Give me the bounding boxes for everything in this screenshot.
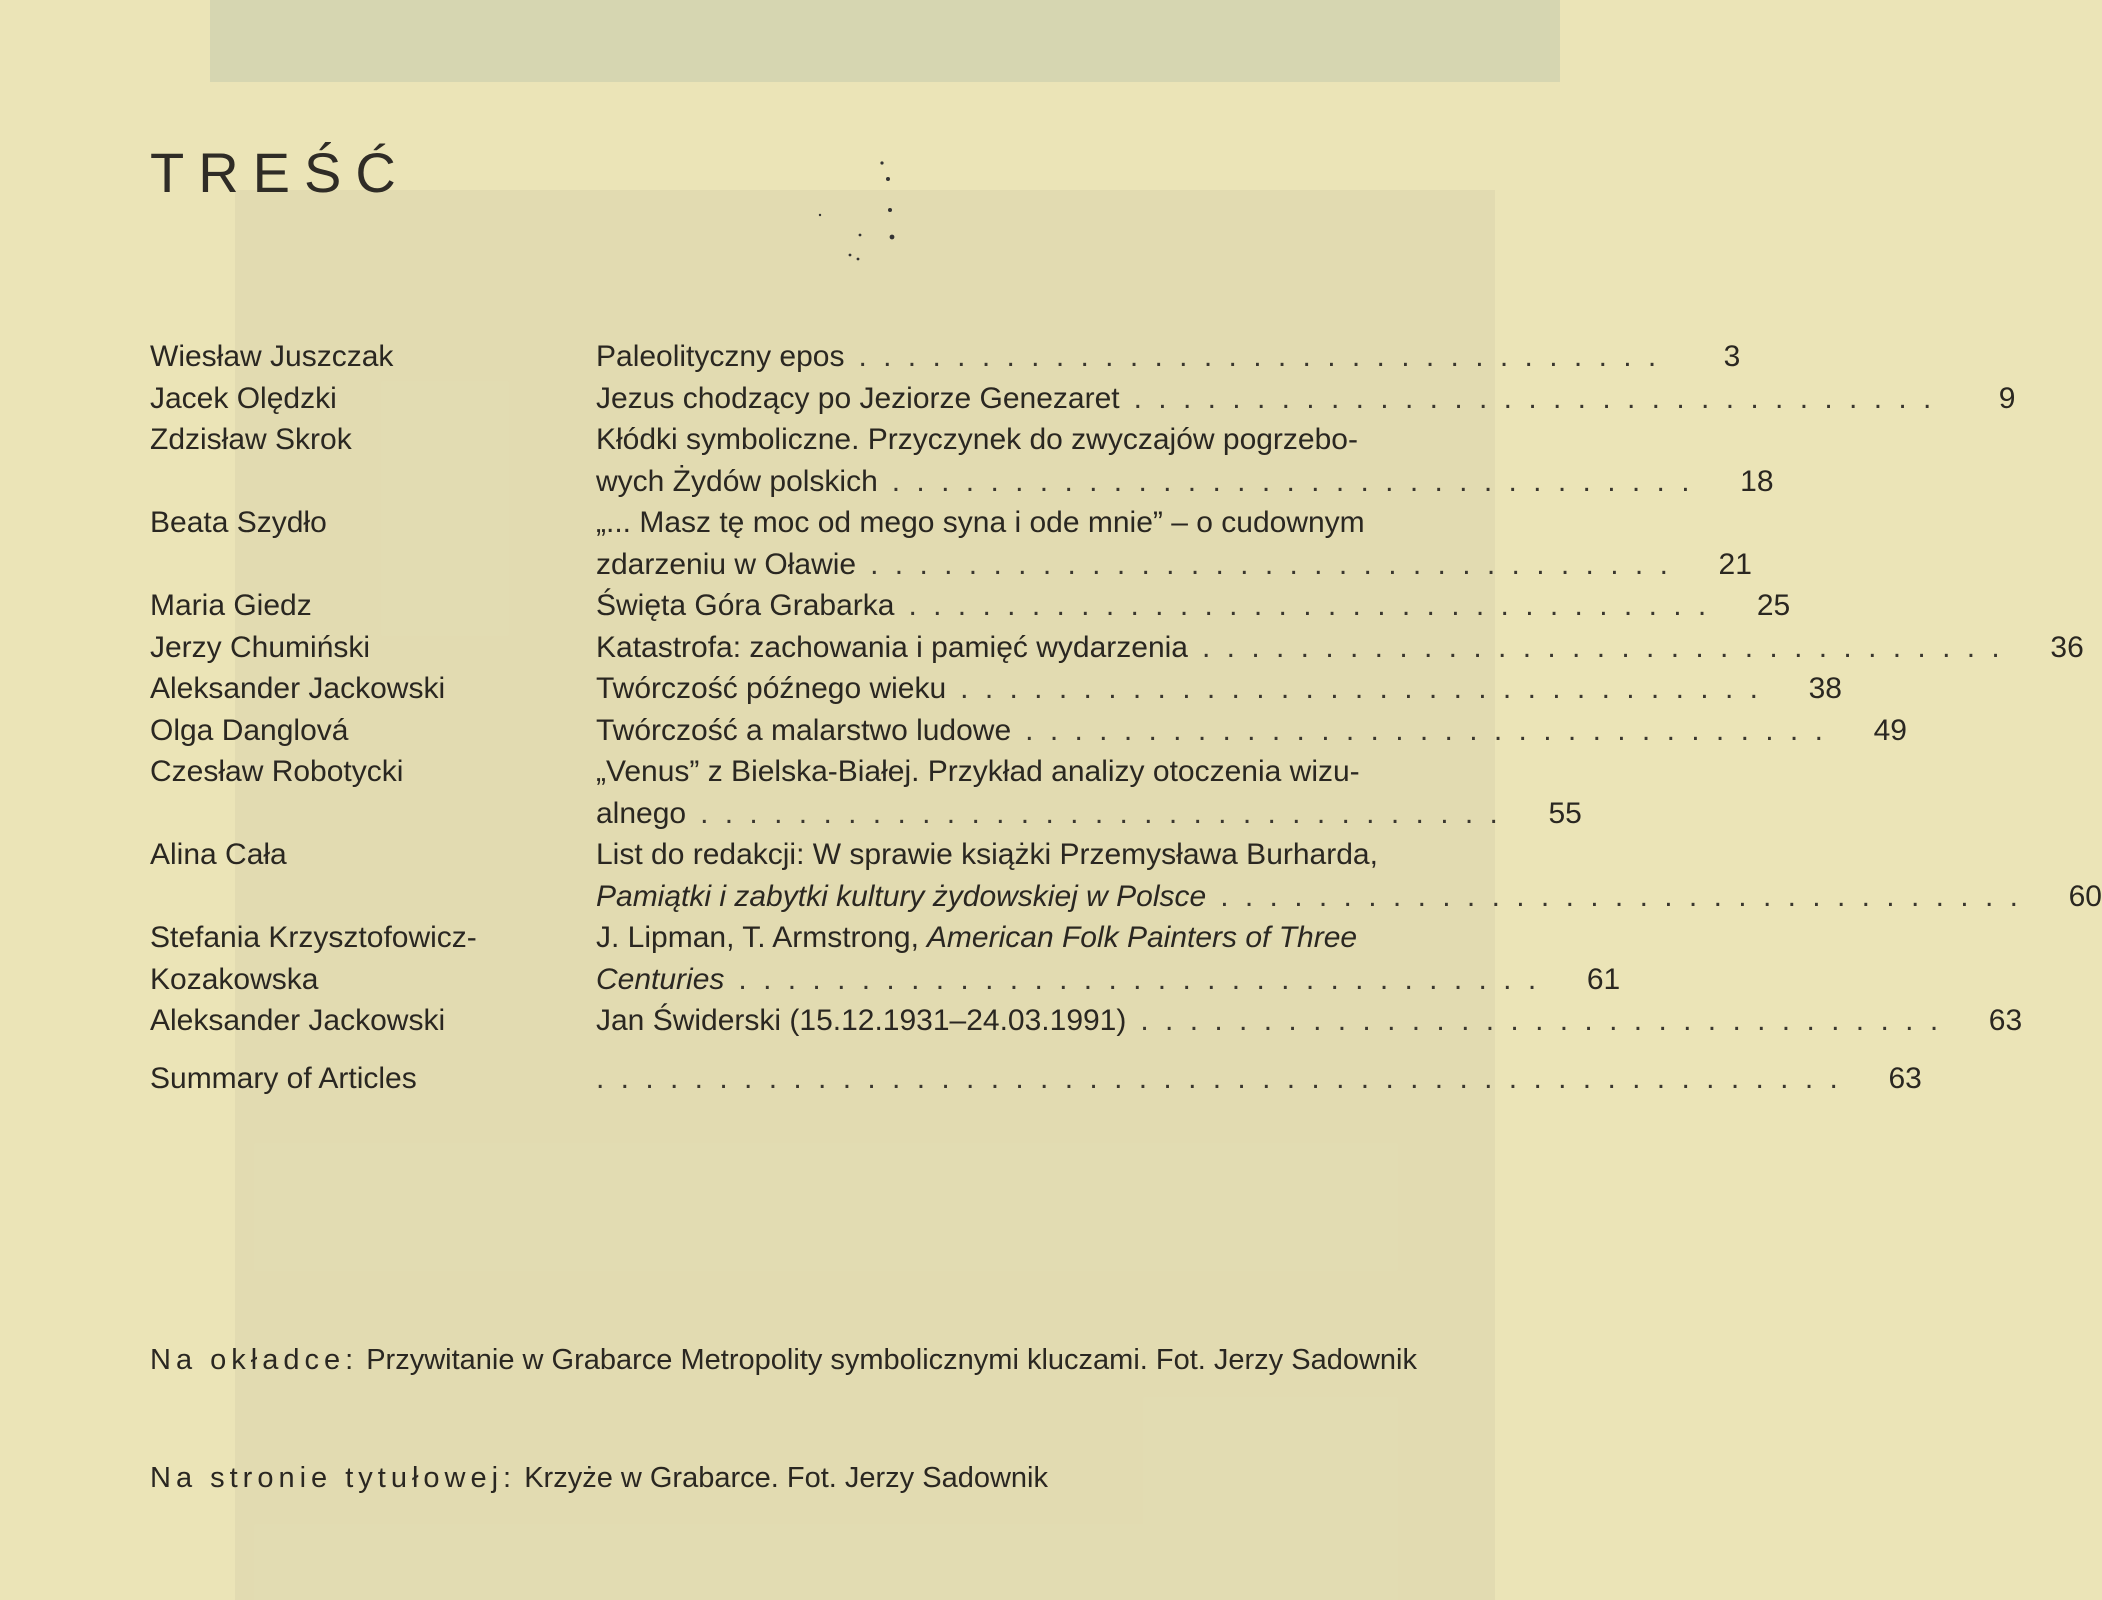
page-number: 36 [2050, 630, 2084, 664]
page-number: 21 [1718, 547, 1752, 581]
entry-author: Aleksander Jackowski [150, 672, 446, 705]
leader-dots: . . . . . . . . . . . . . . . . . . . . . . . . . . . . . . . . . [960, 672, 1762, 705]
leader-dots: . . . . . . . . . . . . . . . . . . . . . . . . . . . . . . . . . [700, 796, 1502, 830]
entry-body [596, 710, 1907, 752]
leader-dots: . . . . . . . . . . . . . . . . . . . . . . . . . . . . . . . . . [870, 547, 1672, 581]
leader-dots: . . . . . . . . . . . . . . . . . . . . . . . . . . . . . . . . . [1201, 630, 2004, 664]
print-specks [830, 155, 910, 265]
leader-dots: . . . . . . . . . . . . . . . . . . . . . . . . . . . . . . . . . [891, 464, 1694, 498]
entry-author: Alina Cała [150, 838, 287, 871]
entry-body [596, 502, 1752, 585]
table-of-contents [150, 336, 2102, 1099]
toc-entry [150, 419, 1774, 502]
toc-entry [150, 668, 1842, 710]
entry-title-italic: Centuries [596, 962, 725, 996]
background-top-band [210, 0, 1560, 82]
page-number: 60 [2068, 879, 2102, 913]
entry-body [596, 751, 1582, 834]
entry-title-line: zdarzeniu w Oławie [596, 547, 857, 581]
page-number: 9 [1998, 381, 2016, 415]
entry-body [596, 585, 1790, 627]
entry-body [596, 1058, 1922, 1100]
toc-summary [150, 1058, 1922, 1100]
entry-body [596, 668, 1842, 710]
entry-title-line: „Venus” z Bielska-Białej. Przykład analizy otoczenia wizu- [596, 755, 1360, 788]
page-number: 18 [1740, 464, 1774, 498]
entry-title: Katastrofa: zachowania i pamięć wydarzenia [596, 630, 1188, 664]
toc-entry [150, 627, 2084, 669]
cover-note [150, 1342, 1530, 1378]
page-number: 63 [1888, 1061, 1922, 1095]
page-title: TREŚĆ [150, 141, 410, 204]
page-number: 38 [1808, 672, 1842, 705]
cover-note-label: Na okładce: [150, 1344, 359, 1376]
entry-author: Olga Danglová [150, 713, 349, 747]
toc-entry [150, 917, 1621, 1000]
page-number: 49 [1873, 713, 1907, 747]
entry-author-line: Stefania Krzysztofowicz- [150, 921, 477, 954]
title-page-note [150, 1460, 1530, 1496]
entry-author: Aleksander Jackowski [150, 1004, 446, 1037]
entry-title: Jezus chodzący po Jeziorze Genezaret [596, 381, 1120, 415]
entry-body [596, 1000, 2022, 1042]
entry-author: Jerzy Chumiński [150, 630, 371, 664]
entry-author-line: Kozakowska [150, 962, 319, 996]
toc-entry [150, 378, 2016, 420]
entry-author: Zdzisław Skrok [150, 423, 352, 456]
leader-dots: . . . . . . . . . . . . . . . . . . . . . . . . . . . . . . . . . [858, 340, 1661, 373]
title-page-note-label: Na stronie tytułowej: [150, 1462, 517, 1494]
entry-body [596, 834, 2102, 917]
entry-title: Jan Świderski (15.12.1931–24.03.1991) [596, 1004, 1127, 1037]
page-number: 25 [1756, 589, 1791, 622]
entry-title-italic: Pamiątki i zabytki kultury żydowskiej w Polsce [596, 879, 1207, 913]
entry-title-italic: American Folk Painters of Three [926, 921, 1358, 954]
entry-title-line: J. Lipman, T. Armstrong, [596, 921, 919, 954]
entry-author: Jacek Olędzki [150, 381, 337, 415]
entry-author: Wiesław Juszczak [150, 340, 394, 373]
leader-dots: . . . . . . . . . . . . . . . . . . . . . . . . . . . . . . . . . [1025, 713, 1827, 747]
page-number: 61 [1586, 962, 1621, 996]
entry-body [596, 378, 2015, 420]
cover-note-text: Przywitanie w Grabarce Metropolity symbolicznymi kluczami. Fot. Jerzy Sadownik [366, 1344, 1417, 1376]
entry-title-line: Kłódki symboliczne. Przyczynek do zwyczajów pogrzebo- [596, 423, 1358, 456]
toc-entry [150, 834, 2102, 917]
entry-author: Czesław Robotycki [150, 755, 404, 788]
entry-author: Maria Giedz [150, 589, 312, 622]
entry-body [596, 917, 1620, 1000]
leader-dots: . . . . . . . . . . . . . . . . . . . . . . . . . . . . . . . . . [908, 589, 1711, 622]
leader-dots: . . . . . . . . . . . . . . . . . . . . . . . . . . . . . . . . . [1133, 381, 1936, 415]
page-number: 63 [1988, 1004, 2023, 1037]
entry-title-line: List do redakcji: W sprawie książki Przemysława Burharda, [596, 838, 1378, 871]
entry-title-line: alnego [596, 796, 687, 830]
toc-entry [150, 751, 1582, 834]
page-number: 3 [1723, 340, 1741, 373]
toc-entry [150, 336, 1741, 378]
leader-dots: . . . . . . . . . . . . . . . . . . . . . . . . . . . . . . . . . [1220, 879, 2022, 913]
entry-title: Twórczość późnego wieku [596, 672, 947, 705]
entry-body [596, 627, 2084, 669]
entry-body [596, 336, 1740, 378]
page-number: 55 [1548, 796, 1582, 830]
toc-entry [150, 710, 1907, 752]
title-page-note-text: Krzyże w Grabarce. Fot. Jerzy Sadownik [524, 1462, 1048, 1494]
entry-author: Beata Szydło [150, 506, 327, 539]
toc-entry [150, 585, 1791, 627]
leader-dots: . . . . . . . . . . . . . . . . . . . . . . . . . . . . . . . . . [738, 962, 1541, 996]
leader-dots: . . . . . . . . . . . . . . . . . . . . . . . . . . . . . . . . . [1140, 1004, 1943, 1037]
leader-dots: . . . . . . . . . . . . . . . . . . . . . . . . . . . . . . . . . . . . . . . . . . . . . . . . . . . [596, 1061, 1842, 1095]
entry-title: Święta Góra Grabarka [596, 589, 895, 622]
toc-entry [150, 502, 1752, 585]
entry-body [596, 419, 1774, 502]
entry-title: Paleolityczny epos [596, 340, 845, 373]
entry-author [150, 917, 596, 1000]
summary-label: Summary of Articles [150, 1061, 417, 1095]
entry-title: Twórczość a malarstwo ludowe [596, 713, 1012, 747]
toc-entry [150, 1000, 2023, 1042]
entry-title-line: wych Żydów polskich [596, 464, 878, 498]
entry-title-line: „... Masz tę moc od mego syna i ode mnie” – o cudownym [596, 506, 1365, 539]
